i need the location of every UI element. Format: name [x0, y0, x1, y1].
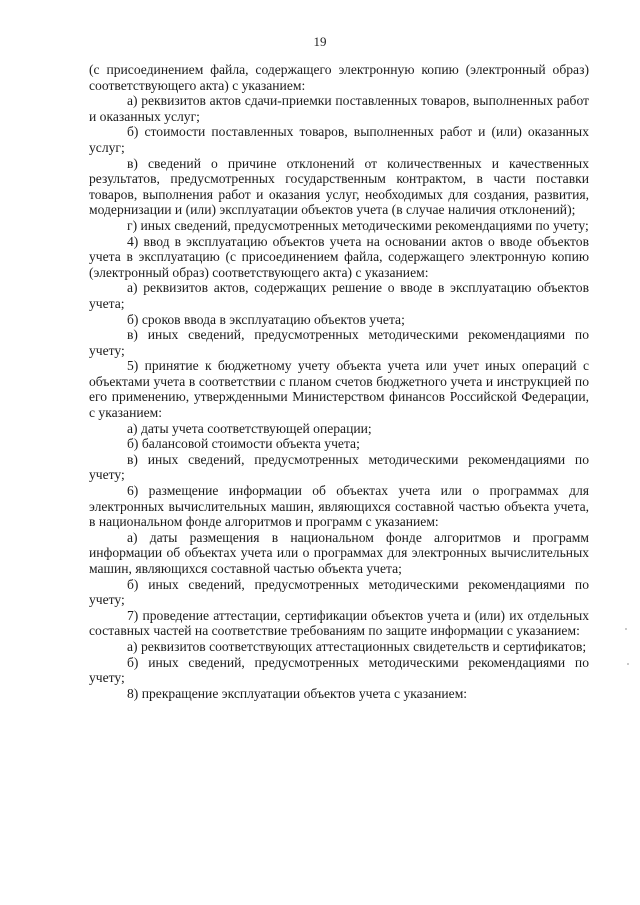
scan-speck [627, 663, 629, 665]
paragraph: а) даты учета соответствующей операции; [127, 420, 372, 436]
paragraph: б) иных сведений, предусмотренных методическими рекомендациями по учету; [89, 576, 589, 608]
paragraph: а) даты размещения в национальном фонде алгоритмов и программ информации об объектах учета или о программах для электронных вычислительных машин, являющихся составной частью объекта учета; [89, 529, 589, 576]
scan-speck [625, 628, 627, 630]
paragraph: а) реквизитов актов сдачи-приемки поставленных товаров, выполненных работ и оказанных услуг; [89, 93, 589, 124]
paragraph: б) иных сведений, предусмотренных методическими рекомендациями по учету; [89, 654, 589, 686]
paragraph: (с присоединением файла, содержащего электронную копию (электронный образ) соответствующего акта) с указанием: [89, 62, 589, 93]
paragraph: в) сведений о причине отклонений от количественных и качественных результатов, предусмотренных государственным контрактом, в части поставки товаров, выполнения работ и оказания услуг, необходимых для создания, развития, модернизации и (или) эксплуатации объектов учета (в случае наличия отклонений); [89, 155, 589, 218]
paragraph: г) иных сведений, предусмотренных методическими рекомендациями по учету; [127, 217, 589, 233]
paragraph: 8) прекращение эксплуатации объектов учета с указанием: [127, 685, 468, 701]
paragraph: б) сроков ввода в эксплуатацию объектов учета; [127, 311, 405, 327]
paragraph: 5) принятие к бюджетному учету объекта учета или учет иных операций с объектами учета в соответствии с планом счетов бюджетного учета и инструкцией по его применению, утвержденными Министерством финансов Российской Федерации, с указанием: [89, 358, 589, 421]
paragraph: в) иных сведений, предусмотренных методическими рекомендациями по учету; [89, 327, 589, 358]
paragraph: а) реквизитов актов, содержащих решение о вводе в эксплуатацию объектов учета; [89, 280, 589, 311]
paragraph: б) балансовой стоимости объекта учета; [127, 436, 360, 452]
paragraph: 7) проведение аттестации, сертификации объектов учета и (или) их отдельных составных частей на соответствие требованиям по защите информации с указанием: [89, 607, 589, 639]
paragraph: 6) размещение информации об объектах учета или о программах для электронных вычислительных машин, являющихся составной частью объекта учета, в национальном фонде алгоритмов и программ с указанием: [89, 483, 589, 530]
paragraph: в) иных сведений, предусмотренных методическими рекомендациями по учету; [89, 451, 589, 483]
paragraph: б) стоимости поставленных товаров, выполненных работ и (или) оказанных услуг; [89, 124, 589, 155]
document-body [89, 62, 589, 701]
page-number: 19 [313, 34, 327, 49]
paragraph: а) реквизитов соответствующих аттестационных свидетельств и сертификатов; [127, 638, 587, 654]
paragraph: 4) ввод в эксплуатацию объектов учета на основании актов о вводе объектов учета в эксплуатацию (с присоединением файла, содержащего электронную копию (электронный образ) соответствующего акта) с указанием: [89, 233, 589, 280]
